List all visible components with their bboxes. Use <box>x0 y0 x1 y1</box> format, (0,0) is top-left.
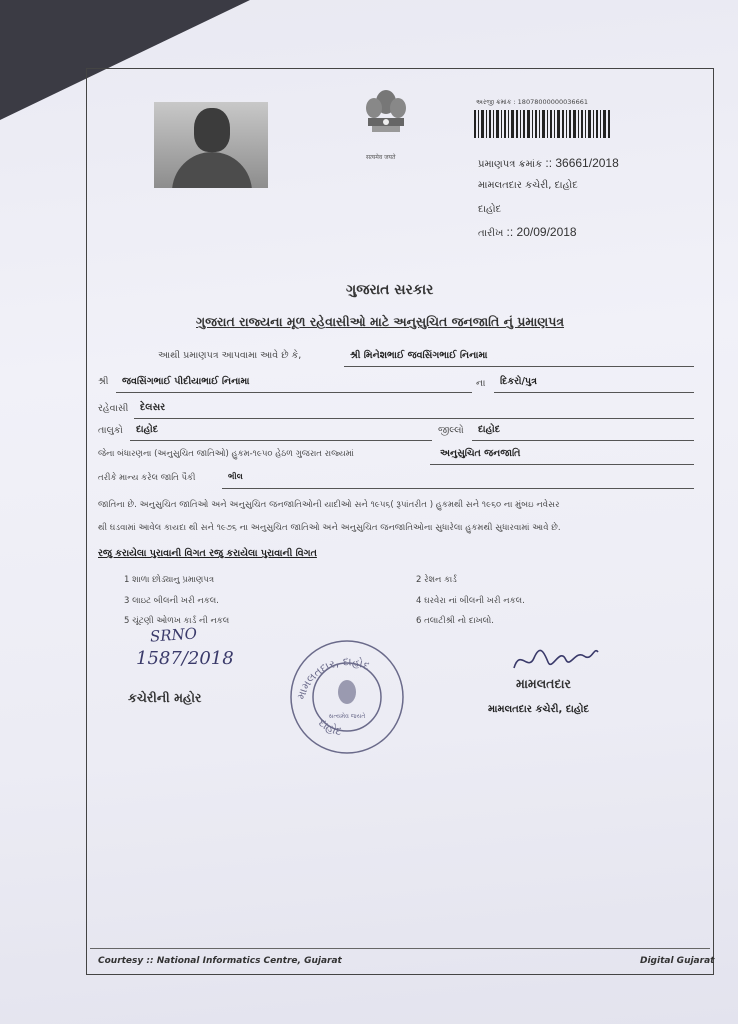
govt-title: ગુજરાત સરકાર <box>346 282 434 298</box>
district-value: દાહોદ <box>478 424 501 435</box>
footer-courtesy: Courtesy :: National Informatics Centre, Gujarat <box>98 956 342 966</box>
office-name: મામલતદાર કચેરી, દાહોદ <box>478 180 578 191</box>
seal-ring-top: મામલતદાર, દાહોદ <box>294 655 372 701</box>
cert-number-label: પ્રમાણપત્ર ક્રમાંક <box>478 159 543 170</box>
taluka-value: દાહોદ <box>136 424 159 435</box>
handwritten-number: 1587/2018 <box>136 648 234 669</box>
para-line-1: જાતિના છે. અનુસુચિત જાતિઓ અને અનુસુચિત જનજાતિઓની યાદીઓ સને ૧૯૫૬( રૂપાંતરીત ) હુકમથી સને ૧૯૬૦ ના મુંબઇ નવેસર <box>98 500 560 510</box>
taluka-label: તાલુકો <box>98 425 123 436</box>
certificate-title: ગુજરાત રાજ્યના મૂળ રહેવાસીઓ માટે અનુસુચિત જનજાતિ નું પ્રમાણપત્ર <box>196 314 565 329</box>
evidence-item: 3 લાઇટ બીલની ખરી નકલ. <box>124 596 219 606</box>
na-label: ના <box>476 378 486 389</box>
evidence-heading: રજુ કરાયેલા પુરાવાની વિગત રજુ કરાયેલા પુરાવાની વિગત <box>98 548 317 559</box>
evidence-item: 4 ઘરવેરા નાં બીલની ખરી નકલ. <box>416 596 525 606</box>
office-place: દાહોદ <box>478 204 502 215</box>
footer-brand: Digital Gujarat <box>640 956 715 966</box>
officer-title: મામલતદાર <box>516 676 571 691</box>
seal-ring-bottom: દાહોદ <box>316 716 343 739</box>
officer-signature <box>510 642 602 676</box>
holder-name: શ્રી મિનેશભાઈ જવસિંગભાઈ નિનામા <box>350 350 488 361</box>
evidence-item: 2 રેશન કાર્ડ <box>416 575 457 585</box>
certificate-border <box>86 68 714 975</box>
officer-office: મામલતદાર કચેરી, દાહોદ <box>488 704 590 715</box>
office-seal-label: કચેરીની મહોર <box>128 690 202 705</box>
relation: દિકરો/પુત્ર <box>500 376 537 387</box>
evidence-item: 1 શાળા છોડ્યાનુ પ્રમાણપત્ર <box>124 575 215 585</box>
caste-value: ભીલ <box>228 472 243 481</box>
recognized-label: તરીકે માન્ય કરેલ જાતિ પૈકી <box>98 473 196 483</box>
district-label: જીલ્લો <box>438 425 464 436</box>
order-text: જેના બંધારણના (અનુસુચિત જાતિઓ) હુકમ-૧૯૫૦ હેઠળ ગુજરાત રાજ્યમાં <box>98 449 354 459</box>
father-name: જવસિંગભાઈ પીદીયાભાઈ નિનામા <box>122 376 250 387</box>
svg-text:મામલતદાર, દાહોદ <box>294 655 371 701</box>
category: અનુસુચિત જનજાતિ <box>440 448 521 459</box>
applicant-photo <box>154 102 268 188</box>
intro-text: આથી પ્રમાણપત્ર આપવામા આવે છે કે, <box>158 350 302 361</box>
barcode <box>474 110 612 138</box>
application-number: અરજી ક્રમાંક : 18078000000036661 <box>476 98 588 106</box>
handwritten-srno: SRNO <box>149 624 198 646</box>
evidence-item: 6 તલાટીશ્રી નો દાખલો. <box>416 616 494 626</box>
para-line-2: થી ઘડવામાં આવેલ કાયદા થી સને ૧૯૭૬ ના અનુસુચિત જાતિઓ અને અનુસુચિત જનજાતિઓના સુધારેલા હુકમથી સુધારવામાં આવે છે. <box>98 523 561 533</box>
office-seal-stamp <box>288 638 406 756</box>
date-label: તારીખ <box>478 228 504 239</box>
evidence-item: 5 ચૂંટણી ઓળખ કાર્ડ ની નકલ <box>124 616 230 626</box>
emblem-caption: सत्यमेव जयते <box>366 154 396 161</box>
resident-village: દેલસર <box>140 402 166 413</box>
issue-date: :: 20/09/2018 <box>506 225 577 239</box>
seal-center-text: સત્યમેવ જયતે <box>328 713 366 720</box>
national-emblem-icon <box>360 86 412 152</box>
shri-label: શ્રી <box>98 376 109 387</box>
cert-number: :: 36661/2018 <box>545 156 619 170</box>
resident-label: રહેવાસી <box>98 403 129 414</box>
